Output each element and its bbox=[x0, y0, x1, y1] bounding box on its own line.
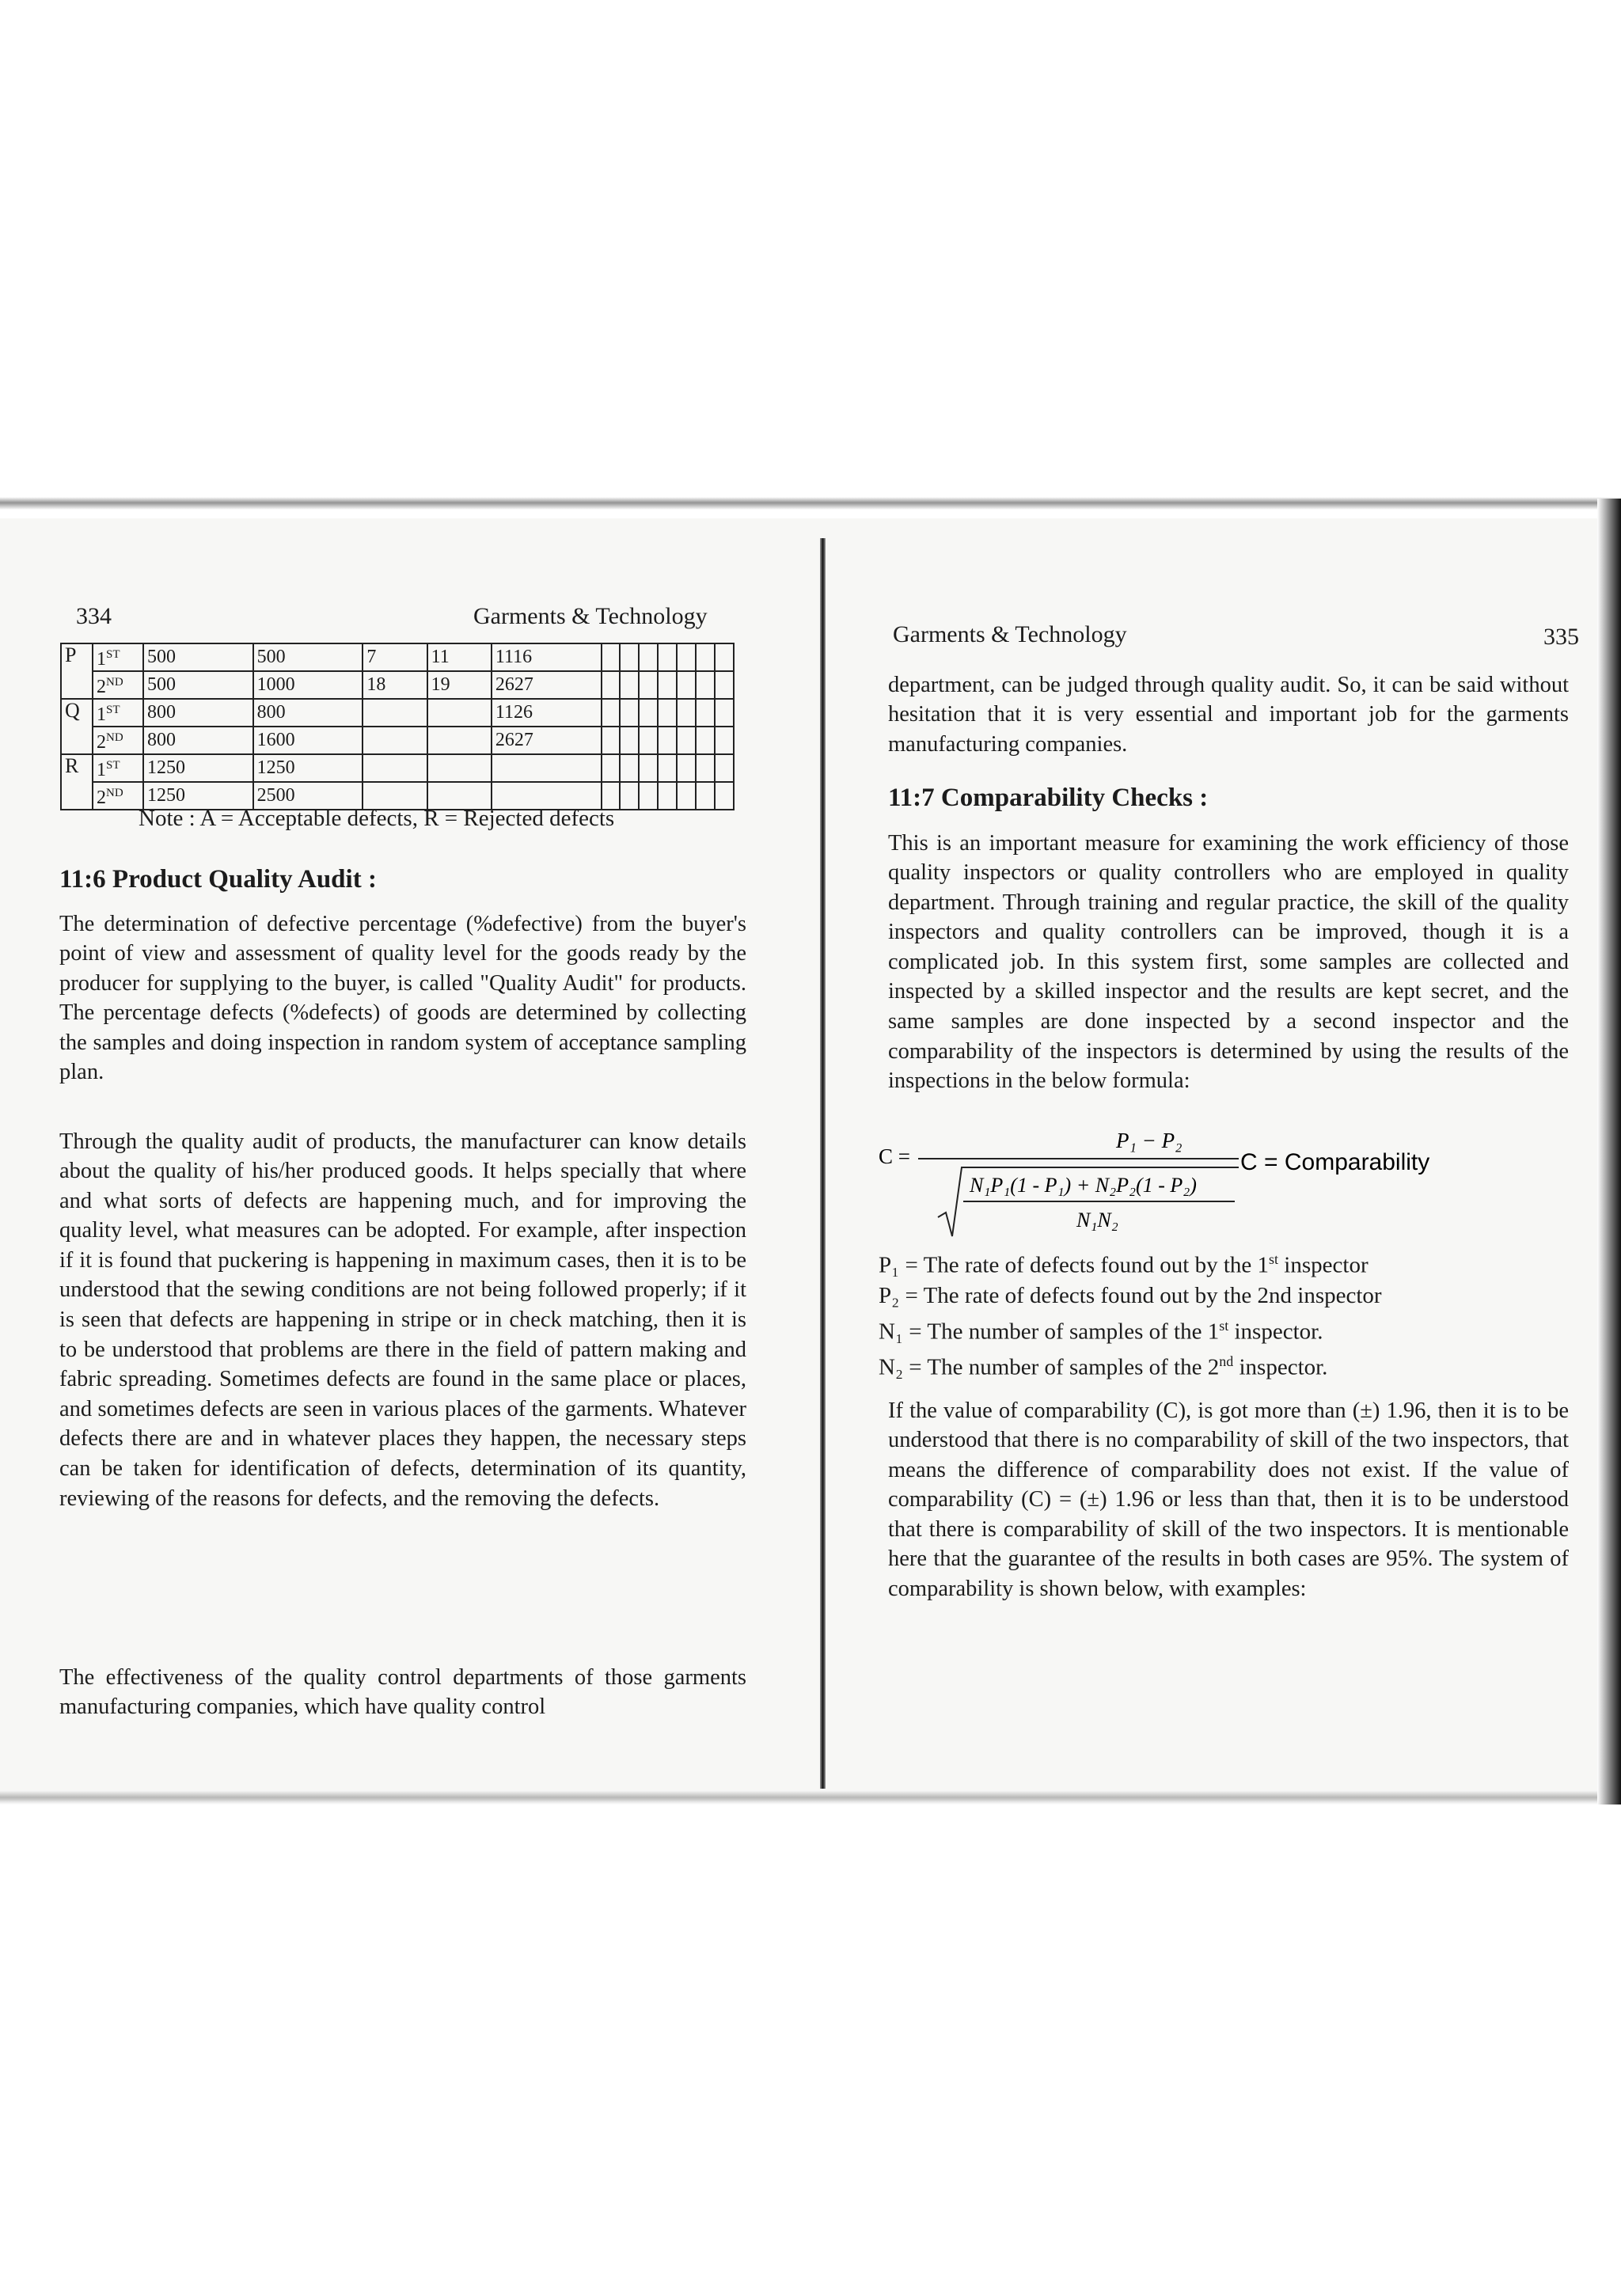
left-running-head: Garments & Technology bbox=[473, 603, 708, 629]
table-cell-empty bbox=[715, 754, 734, 782]
table-cell-empty bbox=[602, 727, 621, 754]
table-row bbox=[61, 643, 734, 671]
table-cell bbox=[363, 699, 427, 727]
table-cell: 500 bbox=[143, 643, 253, 671]
lot-label: R bbox=[61, 754, 93, 810]
formula-lhs: C = bbox=[879, 1144, 910, 1168]
table-cell bbox=[492, 754, 602, 782]
lot-label: P bbox=[61, 643, 93, 699]
table-cell-empty bbox=[620, 754, 639, 782]
paragraph: Through the quality audit of products, the manufacturer can know details about the quality of his/her produced goods. It helps specially that where and what sorts of defects are happening much, and for improving the quality level, what measures can be adopted. For example, after inspection if it is found that puckering is happening in maximum cases, then it is to be understood that the sewing conditions are not being followed properly; if it is seen that defects are happening in stripe or in check matching, then it is to be understood that problems are there in the field of pattern making and fabric spreading. Sometimes defects are found in the same place or places, and sometimes defects are seen in various places of the garments. Whatever defects there are and in whatever places they happen, the necessary steps can be taken for identification of defects, determination of its quantity, reviewing of the reasons for defects, and the removing the defects. bbox=[59, 1129, 746, 1511]
table-cell bbox=[427, 754, 492, 782]
table-cell-empty bbox=[696, 727, 715, 754]
formula-radicand-top: N₁P₁(1 - P₁) + N₂P₂(1 - P₂) bbox=[970, 1174, 1197, 1197]
formula-radicand-bottom: N₁N₂ bbox=[1076, 1209, 1118, 1231]
lot-label: Q bbox=[61, 699, 93, 754]
table-cell-empty bbox=[696, 782, 715, 810]
table-cell-empty bbox=[715, 699, 734, 727]
formula-definitions bbox=[879, 1244, 1382, 1383]
table-cell-empty bbox=[677, 699, 696, 727]
table-cell-empty bbox=[639, 643, 658, 671]
table-cell: 1250 bbox=[253, 754, 363, 782]
table-cell: 7 bbox=[363, 643, 427, 671]
table-cell: 500 bbox=[253, 643, 363, 671]
table-cell-empty bbox=[639, 782, 658, 810]
table-cell-empty bbox=[658, 727, 677, 754]
table-cell-empty bbox=[639, 754, 658, 782]
table-cell-empty bbox=[658, 671, 677, 699]
table-cell-empty bbox=[677, 782, 696, 810]
table-cell: 800 bbox=[253, 699, 363, 727]
table-cell bbox=[363, 727, 427, 754]
page-top-edge bbox=[0, 497, 1621, 510]
section-heading-11-7: 11:7 Comparability Checks : bbox=[888, 784, 1209, 812]
inspection-label: 2ND bbox=[93, 727, 143, 754]
table-cell: 18 bbox=[363, 671, 427, 699]
table-row bbox=[61, 699, 734, 727]
table-cell-empty bbox=[677, 727, 696, 754]
inspection-label: 1ST bbox=[93, 643, 143, 671]
table-row bbox=[61, 754, 734, 782]
table-cell-empty bbox=[639, 727, 658, 754]
table-cell: 800 bbox=[143, 727, 253, 754]
definition-n1: N₁ = The number of samples of the 1st inspector. bbox=[879, 1317, 1323, 1345]
table-cell: 1250 bbox=[143, 754, 253, 782]
table-row bbox=[61, 727, 734, 754]
table-cell: 1000 bbox=[253, 671, 363, 699]
table-cell bbox=[427, 699, 492, 727]
paragraph: The effectiveness of the quality control departments of those garments manufacturing companies, which have quality control bbox=[59, 1664, 746, 1720]
inspection-label: 1ST bbox=[93, 699, 143, 727]
section-heading-11-6: 11:6 Product Quality Audit : bbox=[59, 865, 377, 894]
table-cell-empty bbox=[677, 671, 696, 699]
table-cell: 500 bbox=[143, 671, 253, 699]
formula-label: C = Comparability bbox=[1240, 1149, 1430, 1175]
table-cell-empty bbox=[620, 643, 639, 671]
table-cell: 800 bbox=[143, 699, 253, 727]
table-cell-empty bbox=[715, 782, 734, 810]
table-cell: 1116 bbox=[492, 643, 602, 671]
table-cell-empty bbox=[696, 643, 715, 671]
table-cell: 2627 bbox=[492, 727, 602, 754]
paragraph: If the value of comparability (C), is got more than (±) 1.96, then it is to be understood that there is no comparability of skill of the two inspectors, that means the difference of comparability does not exist. If the value of comparability (C) = (±) 1.96 or less than that, then it is to be understood that there is comparability of skill of the two inspectors. It is mentionable here that the guarantee of the results in both cases are 95%. The system of comparability is shown below, with examples: bbox=[888, 1398, 1569, 1602]
table-cell: 1600 bbox=[253, 727, 363, 754]
left-page-number: 334 bbox=[76, 603, 112, 629]
table-cell-empty bbox=[658, 782, 677, 810]
table-cell-empty bbox=[639, 699, 658, 727]
definition-p2: P₂ = The rate of defects found out by the 2nd inspector bbox=[879, 1282, 1382, 1308]
paragraph: department, can be judged through quality audit. So, it can be said without hesitation that it is very essential and important job for the garments manufacturing companies. bbox=[888, 672, 1569, 757]
defects-table bbox=[60, 643, 735, 810]
table-cell: 11 bbox=[427, 643, 492, 671]
right-running-head: Garments & Technology bbox=[893, 621, 1127, 647]
table-note: Note : A = Acceptable defects, R = Rejected defects bbox=[139, 806, 615, 831]
comparability-formula bbox=[875, 1124, 1587, 1243]
inspection-label: 2ND bbox=[93, 671, 143, 699]
table-cell-empty bbox=[696, 699, 715, 727]
table-cell-empty bbox=[620, 699, 639, 727]
table-cell bbox=[427, 727, 492, 754]
paragraph: The determination of defective percentage (%defective) from the buyer's point of view and assessment of quality level for the goods ready by the producer for supplying to the buyer, is called "Quality Audit" for products. The percentage defects (%defects) of goods are determined by collecting the samples and doing inspection in random system of acceptance sampling plan. bbox=[59, 911, 746, 1085]
formula-numerator: P₁ − P₂ bbox=[1116, 1129, 1183, 1152]
table-cell-empty bbox=[696, 754, 715, 782]
table-cell: 2627 bbox=[492, 671, 602, 699]
paragraph: This is an important measure for examining the work efficiency of those quality inspectors or quality controllers who are employed in quality department. Through training and regular practice, the skill of the quality inspectors and quality controllers can be improved, though it is a complicated job. In this system first, some samples are collected and inspected by a skilled inspector and the results are kept secret, and the same samples are done inspected by a second inspector and the comparability of the inspectors is determined by using the results of the inspections in the below formula: bbox=[888, 830, 1569, 1094]
definition-n2: N₂ = The number of samples of the 2nd inspector. bbox=[879, 1353, 1328, 1380]
table-cell-empty bbox=[620, 727, 639, 754]
definition-p1: P₁ = The rate of defects found out by the 1st inspector bbox=[879, 1251, 1369, 1278]
table-cell-empty bbox=[602, 671, 621, 699]
table-cell-empty bbox=[602, 754, 621, 782]
table-cell bbox=[363, 754, 427, 782]
table-cell: 2500 bbox=[253, 782, 363, 810]
table-cell: 1250 bbox=[143, 782, 253, 810]
table-cell: 19 bbox=[427, 671, 492, 699]
table-cell-empty bbox=[677, 754, 696, 782]
table-cell-empty bbox=[696, 671, 715, 699]
table-cell-empty bbox=[658, 643, 677, 671]
table-cell-empty bbox=[620, 782, 639, 810]
table-cell-empty bbox=[639, 671, 658, 699]
table-cell: 1126 bbox=[492, 699, 602, 727]
table-cell-empty bbox=[715, 671, 734, 699]
table-cell-empty bbox=[620, 671, 639, 699]
inspection-label: 2ND bbox=[93, 782, 143, 810]
page-shadow bbox=[1597, 499, 1621, 1805]
table-cell-empty bbox=[658, 754, 677, 782]
table-row bbox=[61, 671, 734, 699]
table-cell-empty bbox=[715, 643, 734, 671]
inspection-label: 1ST bbox=[93, 754, 143, 782]
book-spine bbox=[820, 538, 826, 1789]
table-cell-empty bbox=[677, 643, 696, 671]
table-cell-empty bbox=[602, 643, 621, 671]
table-cell-empty bbox=[658, 699, 677, 727]
table-cell-empty bbox=[715, 727, 734, 754]
right-page-number: 335 bbox=[1543, 624, 1579, 650]
page-bottom-edge bbox=[0, 1790, 1621, 1805]
table-cell-empty bbox=[602, 699, 621, 727]
